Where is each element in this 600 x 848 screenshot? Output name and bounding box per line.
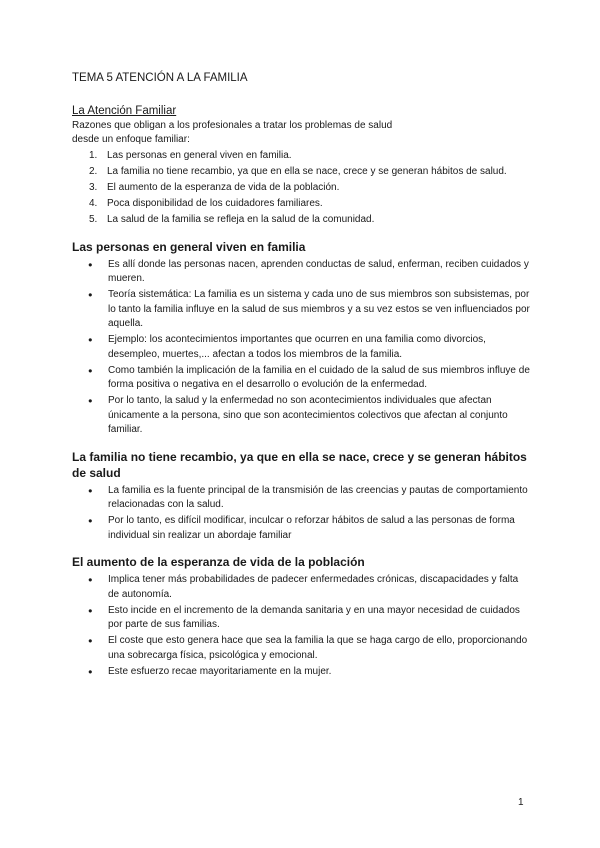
list-item: ● La familia es la fuente principal de la transmisión de las creencias y pautas de comportamiento relacionadas con la salud.	[72, 484, 532, 513]
document-page	[72, 70, 532, 681]
section-subtitle: La Atención Familiar	[72, 105, 177, 117]
list-item: ● Es allí donde las personas nacen, aprenden conductas de salud, enferman, reciben cuidados y mueren.	[72, 258, 532, 287]
bullet-list-1	[72, 258, 532, 438]
document-title: TEMA 5 ATENCIÓN A LA FAMILIA	[72, 72, 248, 84]
list-item: ● Como también la implicación de la familia en el cuidado de la salud de sus miembros influye de forma positiva o negativa en el desarrollo o evolución de la enfermedad.	[72, 364, 532, 393]
list-item: ● Teoría sistemática: La familia es un sistema y cada uno de sus miembros son subsistemas, por lo tanto la familia influye en la salud de sus miembros y a su vez estos se ven influenciados por aquella.	[72, 288, 532, 332]
bullet-list-3	[72, 573, 532, 679]
list-item: 2. La familia no tiene recambio, ya que en ella se nace, crece y se generan hábitos de salud.	[89, 166, 507, 177]
list-item: ● Implica tener más probabilidades de padecer enfermedades crónicas, discapacidades y falta de autonomía.	[72, 573, 532, 602]
intro-line-1: Razones que obligan a los profesionales a tratar los problemas de salud	[72, 120, 393, 131]
section-heading-2: La familia no tiene recambio, ya que en ella se nace, crece y se generan hábitos de salud	[72, 449, 527, 480]
section-heading-3: El aumento de la esperanza de vida de la población	[72, 555, 365, 569]
list-item: ● Esto incide en el incremento de la demanda sanitaria y en una mayor necesidad de cuidados por parte de sus familias.	[72, 604, 532, 633]
list-item: ● Este esfuerzo recae mayoritariamente en la mujer.	[72, 665, 532, 680]
intro-line-2: desde un enfoque familiar:	[72, 134, 190, 145]
section-heading-1: Las personas en general viven en familia	[72, 239, 306, 254]
reasons-list	[72, 149, 532, 228]
list-item: ● El coste que esto genera hace que sea la familia la que se haga cargo de ello, proporcionando una sobrecarga física, psicológica y emocional.	[72, 634, 532, 663]
page-number: 1	[518, 797, 524, 808]
list-item: ● Por lo tanto, la salud y la enfermedad no son acontecimientos individuales que afectan únicamente a la persona, sino que son acontecimientos colectivos que afectan al conjunto familiar.	[72, 394, 532, 438]
list-item: 4. Poca disponibilidad de los cuidadores familiares.	[89, 198, 323, 209]
list-item: ● Ejemplo: los acontecimientos importantes que ocurren en una familia como divorcios, desempleo, muertes,... afectan a todos los miembros de la familia.	[72, 333, 532, 362]
list-item: 5. La salud de la familia se refleja en la salud de la comunidad.	[89, 214, 375, 225]
list-item: 3. El aumento de la esperanza de vida de la población.	[89, 182, 340, 193]
list-item: 1. Las personas en general viven en familia.	[89, 150, 292, 161]
bullet-list-2	[72, 484, 532, 544]
list-item: ● Por lo tanto, es difícil modificar, inculcar o reforzar hábitos de salud a las personas de forma individual sin realizar un abordaje familiar	[72, 514, 532, 543]
